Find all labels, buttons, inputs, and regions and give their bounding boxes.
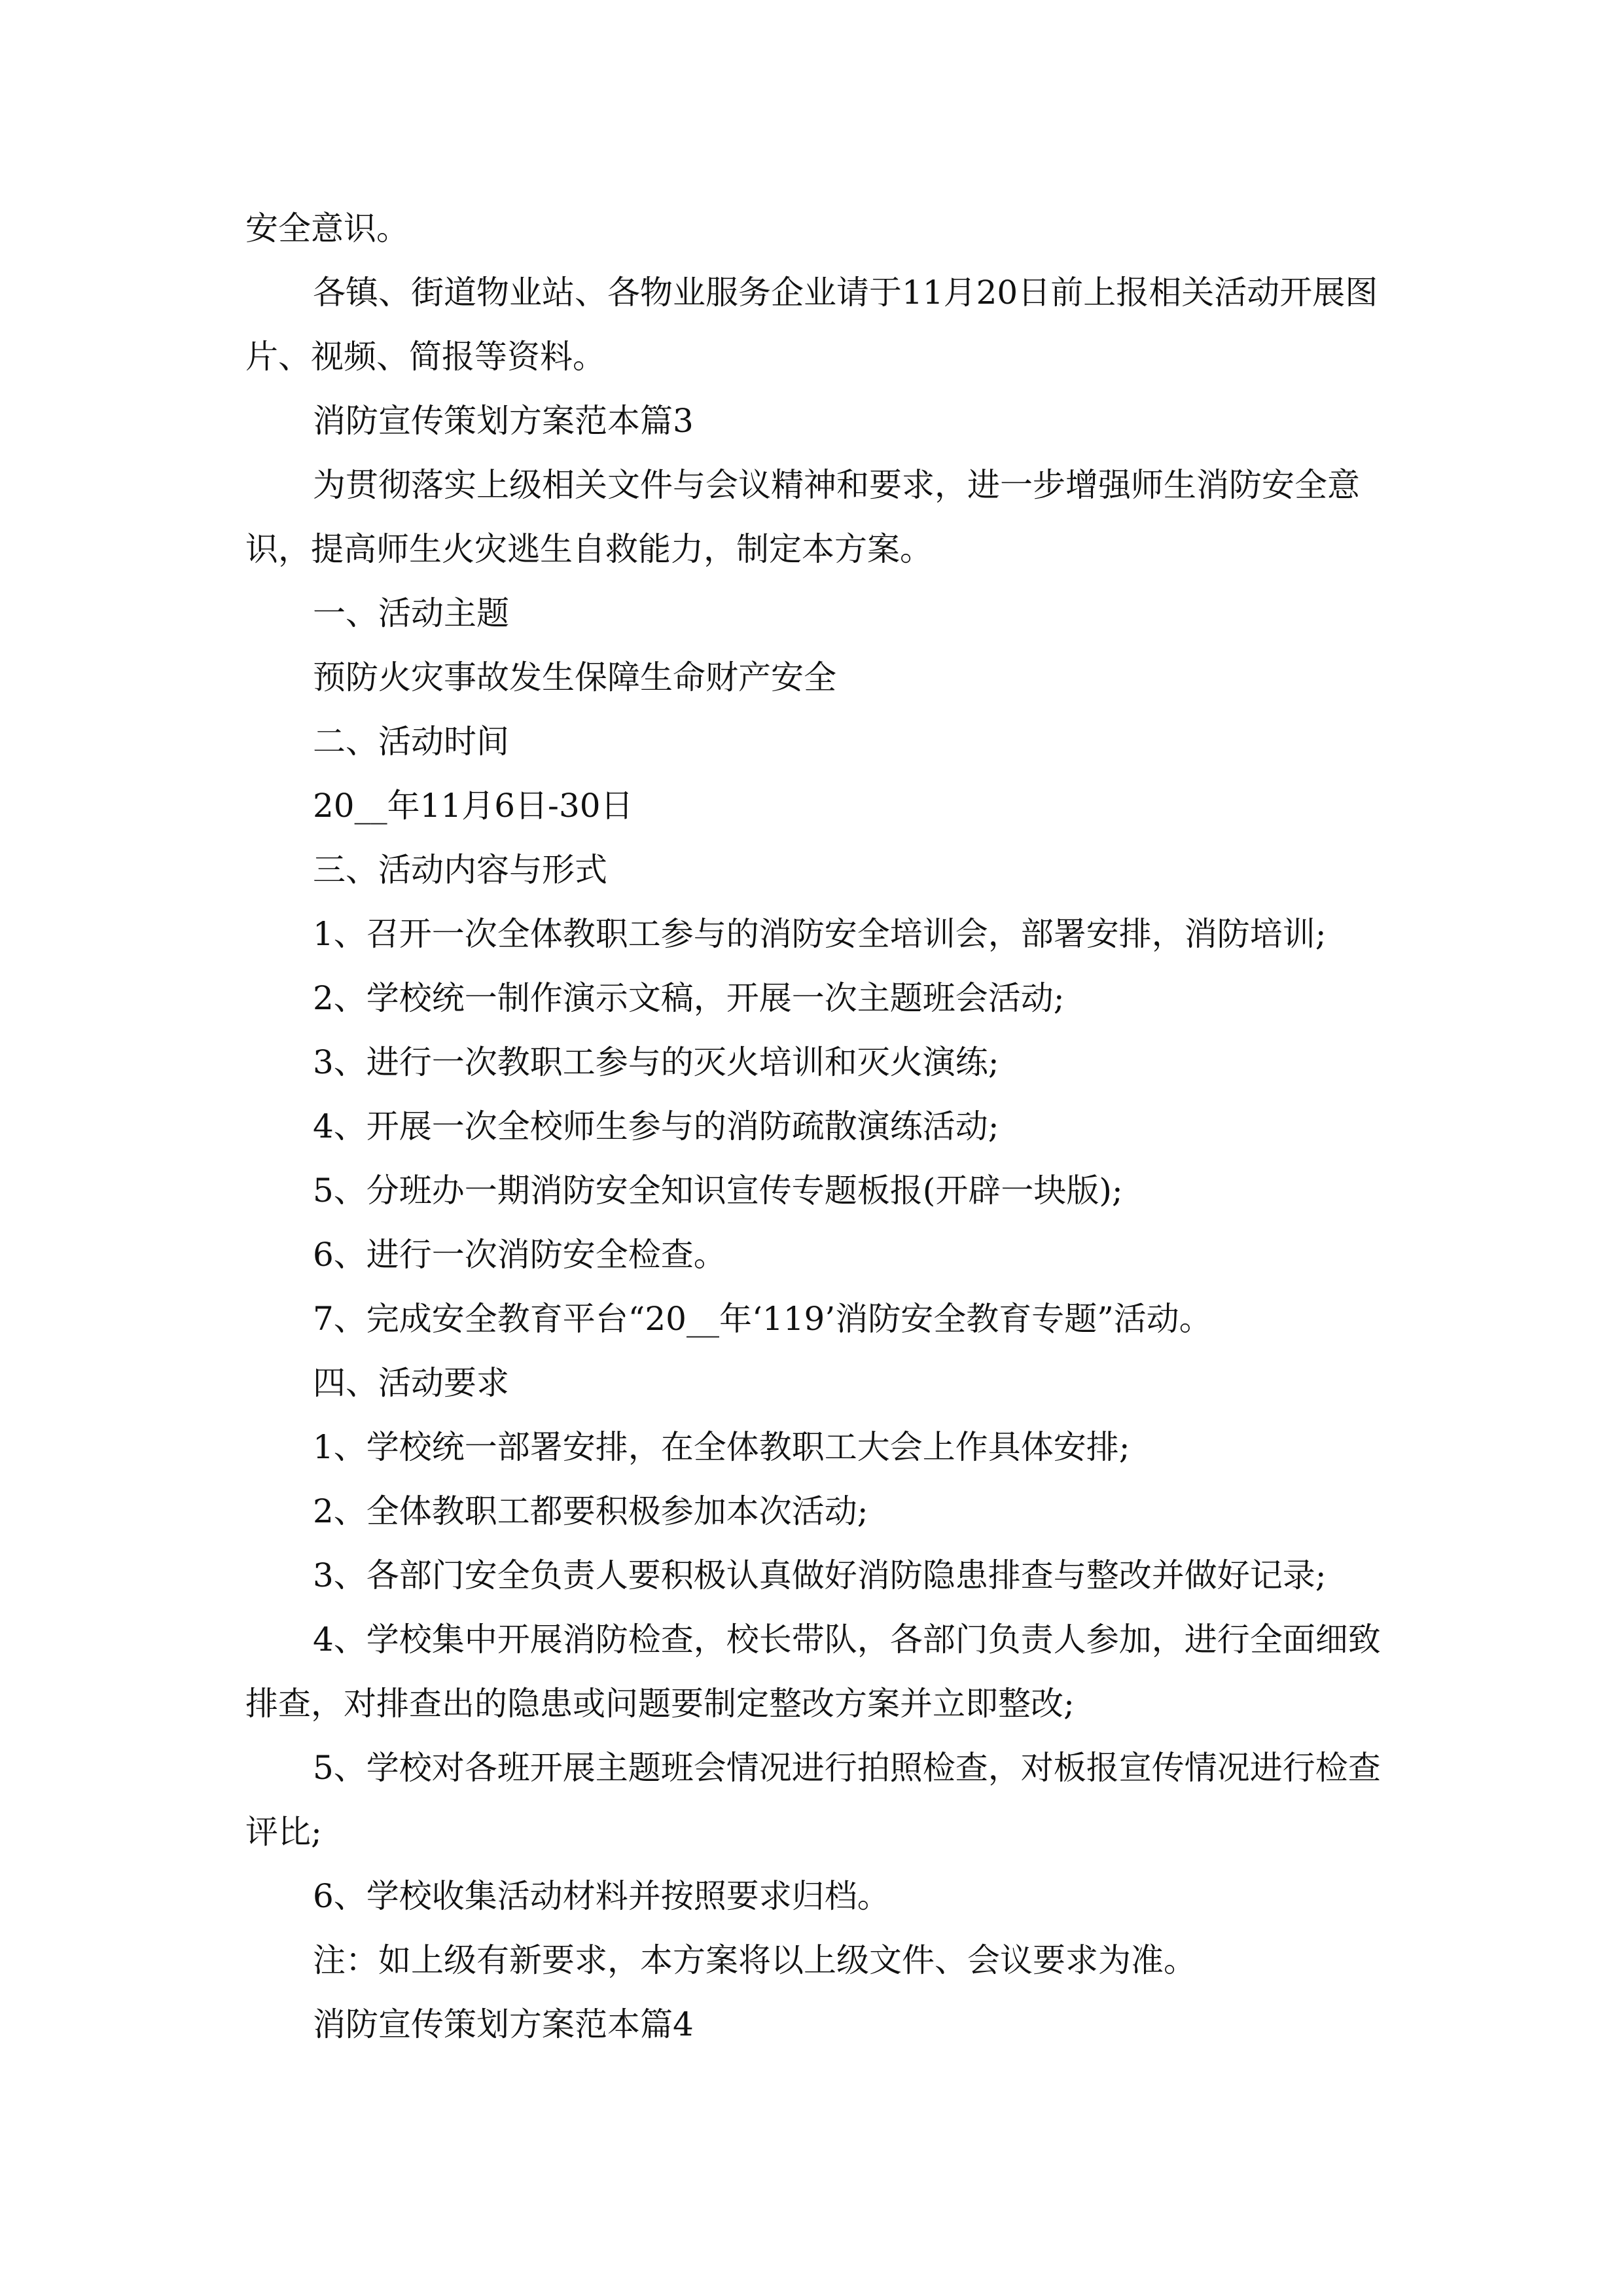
list-item: 4、学校集中开展消防检查，校长带队，各部门负责人参加，进行全面细致排查，对排查出的隐患或问题要制定整改方案并立即整改; bbox=[245, 1621, 1381, 1723]
paragraph: 为贯彻落实上级相关文件与会议精神和要求，进一步增强师生消防安全意识，提高师生火灾逃生自救能力，制定本方案。 bbox=[245, 466, 1360, 568]
list-item: 1、学校统一部署安排，在全体教职工大会上作具体安排; bbox=[313, 1428, 1130, 1466]
document-body bbox=[245, 196, 1381, 2056]
list-item: 3、各部门安全负责人要积极认真做好消防隐患排查与整改并做好记录; bbox=[313, 1556, 1327, 1594]
paragraph: 预防火灾事故发生保障生命财产安全 bbox=[313, 658, 836, 696]
list-item: 7、完成安全教育平台“20__年‘119’消防安全教育专题”活动。 bbox=[313, 1300, 1212, 1338]
section-heading: 消防宣传策划方案范本篇3 bbox=[313, 402, 694, 440]
section-heading: 二、活动时间 bbox=[313, 723, 509, 761]
list-item: 6、学校收集活动材料并按照要求归档。 bbox=[313, 1877, 890, 1915]
list-item: 2、全体教职工都要积极参加本次活动; bbox=[313, 1492, 868, 1530]
list-item: 5、分班办一期消防安全知识宣传专题板报(开辟一块版); bbox=[313, 1172, 1123, 1210]
list-item: 3、进行一次教职工参与的灭火培训和灭火演练; bbox=[313, 1043, 999, 1081]
section-heading: 一、活动主题 bbox=[313, 594, 509, 632]
list-item: 6、进行一次消防安全检查。 bbox=[313, 1236, 726, 1274]
list-item: 5、学校对各班开展主题班会情况进行拍照检查，对板报宣传情况进行检查评比; bbox=[245, 1749, 1381, 1851]
section-heading: 消防宣传策划方案范本篇4 bbox=[313, 2005, 694, 2043]
section-heading: 三、活动内容与形式 bbox=[313, 851, 607, 889]
section-heading: 四、活动要求 bbox=[313, 1364, 509, 1402]
list-item: 1、召开一次全体教职工参与的消防安全培训会，部署安排，消防培训; bbox=[313, 915, 1327, 953]
list-item: 2、学校统一制作演示文稿，开展一次主题班会活动; bbox=[313, 979, 1065, 1017]
note-paragraph: 注：如上级有新要求，本方案将以上级文件、会议要求为准。 bbox=[313, 1941, 1196, 1979]
paragraph: 各镇、街道物业站、各物业服务企业请于11月20日前上报相关活动开展图片、视频、简报等资料。 bbox=[245, 274, 1378, 376]
list-item: 4、开展一次全校师生参与的消防疏散演练活动; bbox=[313, 1107, 999, 1145]
paragraph: 20__年11月6日-30日 bbox=[313, 787, 633, 825]
paragraph: 安全意识。 bbox=[245, 209, 409, 247]
